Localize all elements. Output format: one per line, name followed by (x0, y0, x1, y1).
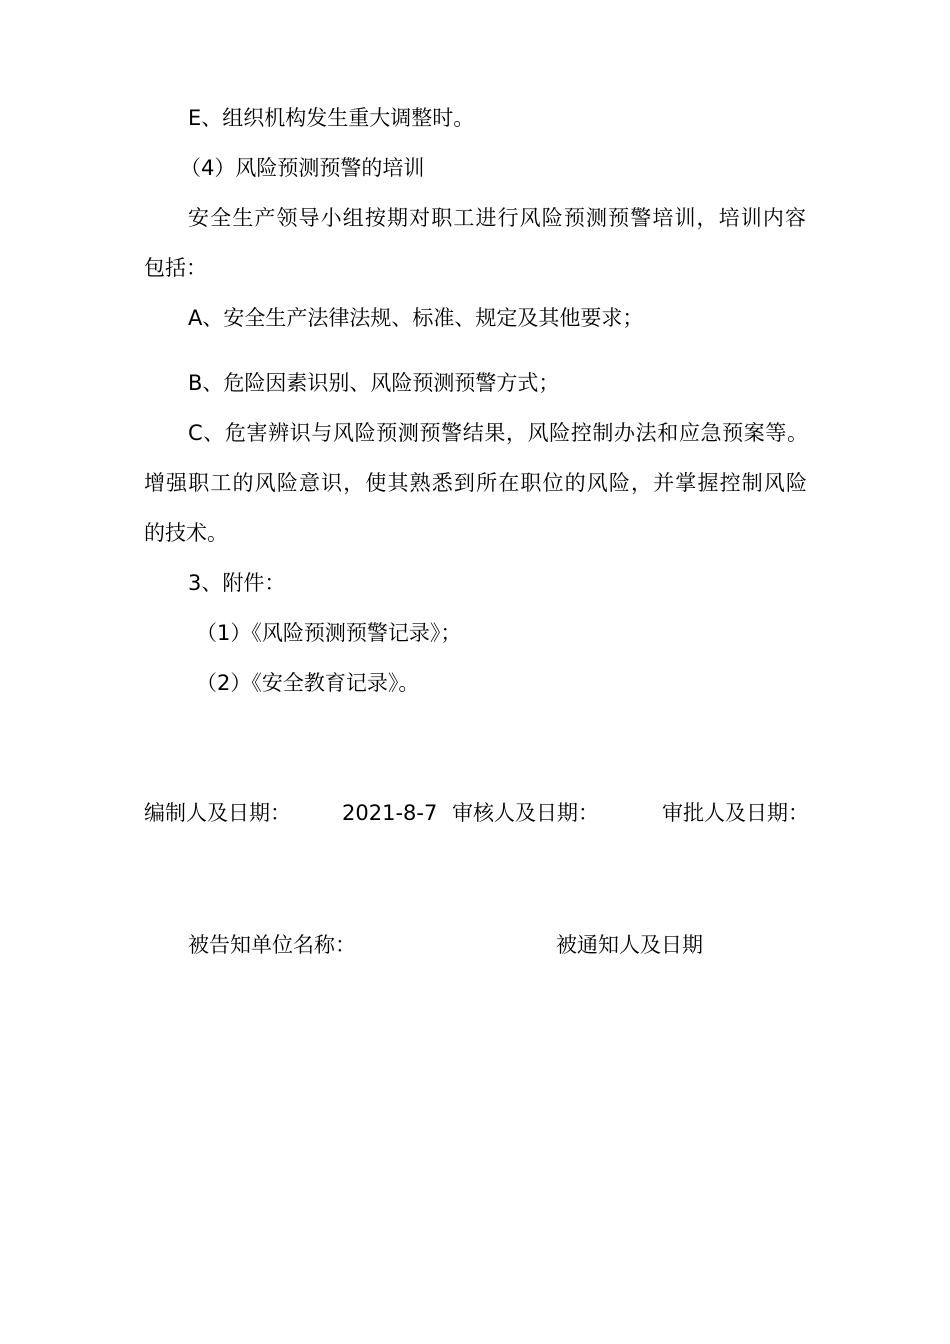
approver-label: 审批人及日期： (662, 801, 809, 825)
training-intro-line-1: 安全生产领导小组按期对职工进行风险预测预警培训，培训内容 (188, 206, 806, 230)
summary-line-1: 增强职工的风险意识，使其熟悉到所在职位的风险，并掌握控制风险 (144, 471, 807, 495)
summary-line-2: 的技术。 (144, 521, 228, 545)
item-e: E、组织机构发生重大调整时。 (188, 106, 475, 130)
notified-unit-label: 被告知单位名称： (188, 933, 356, 957)
attachment-1: （1）《风险预测预警记录》； (196, 621, 462, 645)
item-a: A、安全生产法律法规、标准、规定及其他要求； (188, 306, 644, 330)
reviewer-label: 审核人及日期： (452, 801, 599, 825)
notified-person-label: 被通知人及日期 (556, 933, 703, 957)
attachment-2: （2）《安全教育记录》。 (196, 671, 420, 695)
compiler-label: 编制人及日期： (144, 801, 291, 825)
compiler-date: 2021-8-7 (342, 801, 438, 825)
training-intro-line-2: 包括： (144, 256, 207, 280)
section-4-heading: （4）风险预测预警的培训 (180, 156, 425, 180)
item-c: C、危害辨识与风险预测预警结果，风险控制办法和应急预案等。 (188, 421, 808, 445)
attachments-heading: 3、附件： (188, 571, 286, 595)
item-b: B、危险因素识别、风险预测预警方式； (188, 371, 560, 395)
